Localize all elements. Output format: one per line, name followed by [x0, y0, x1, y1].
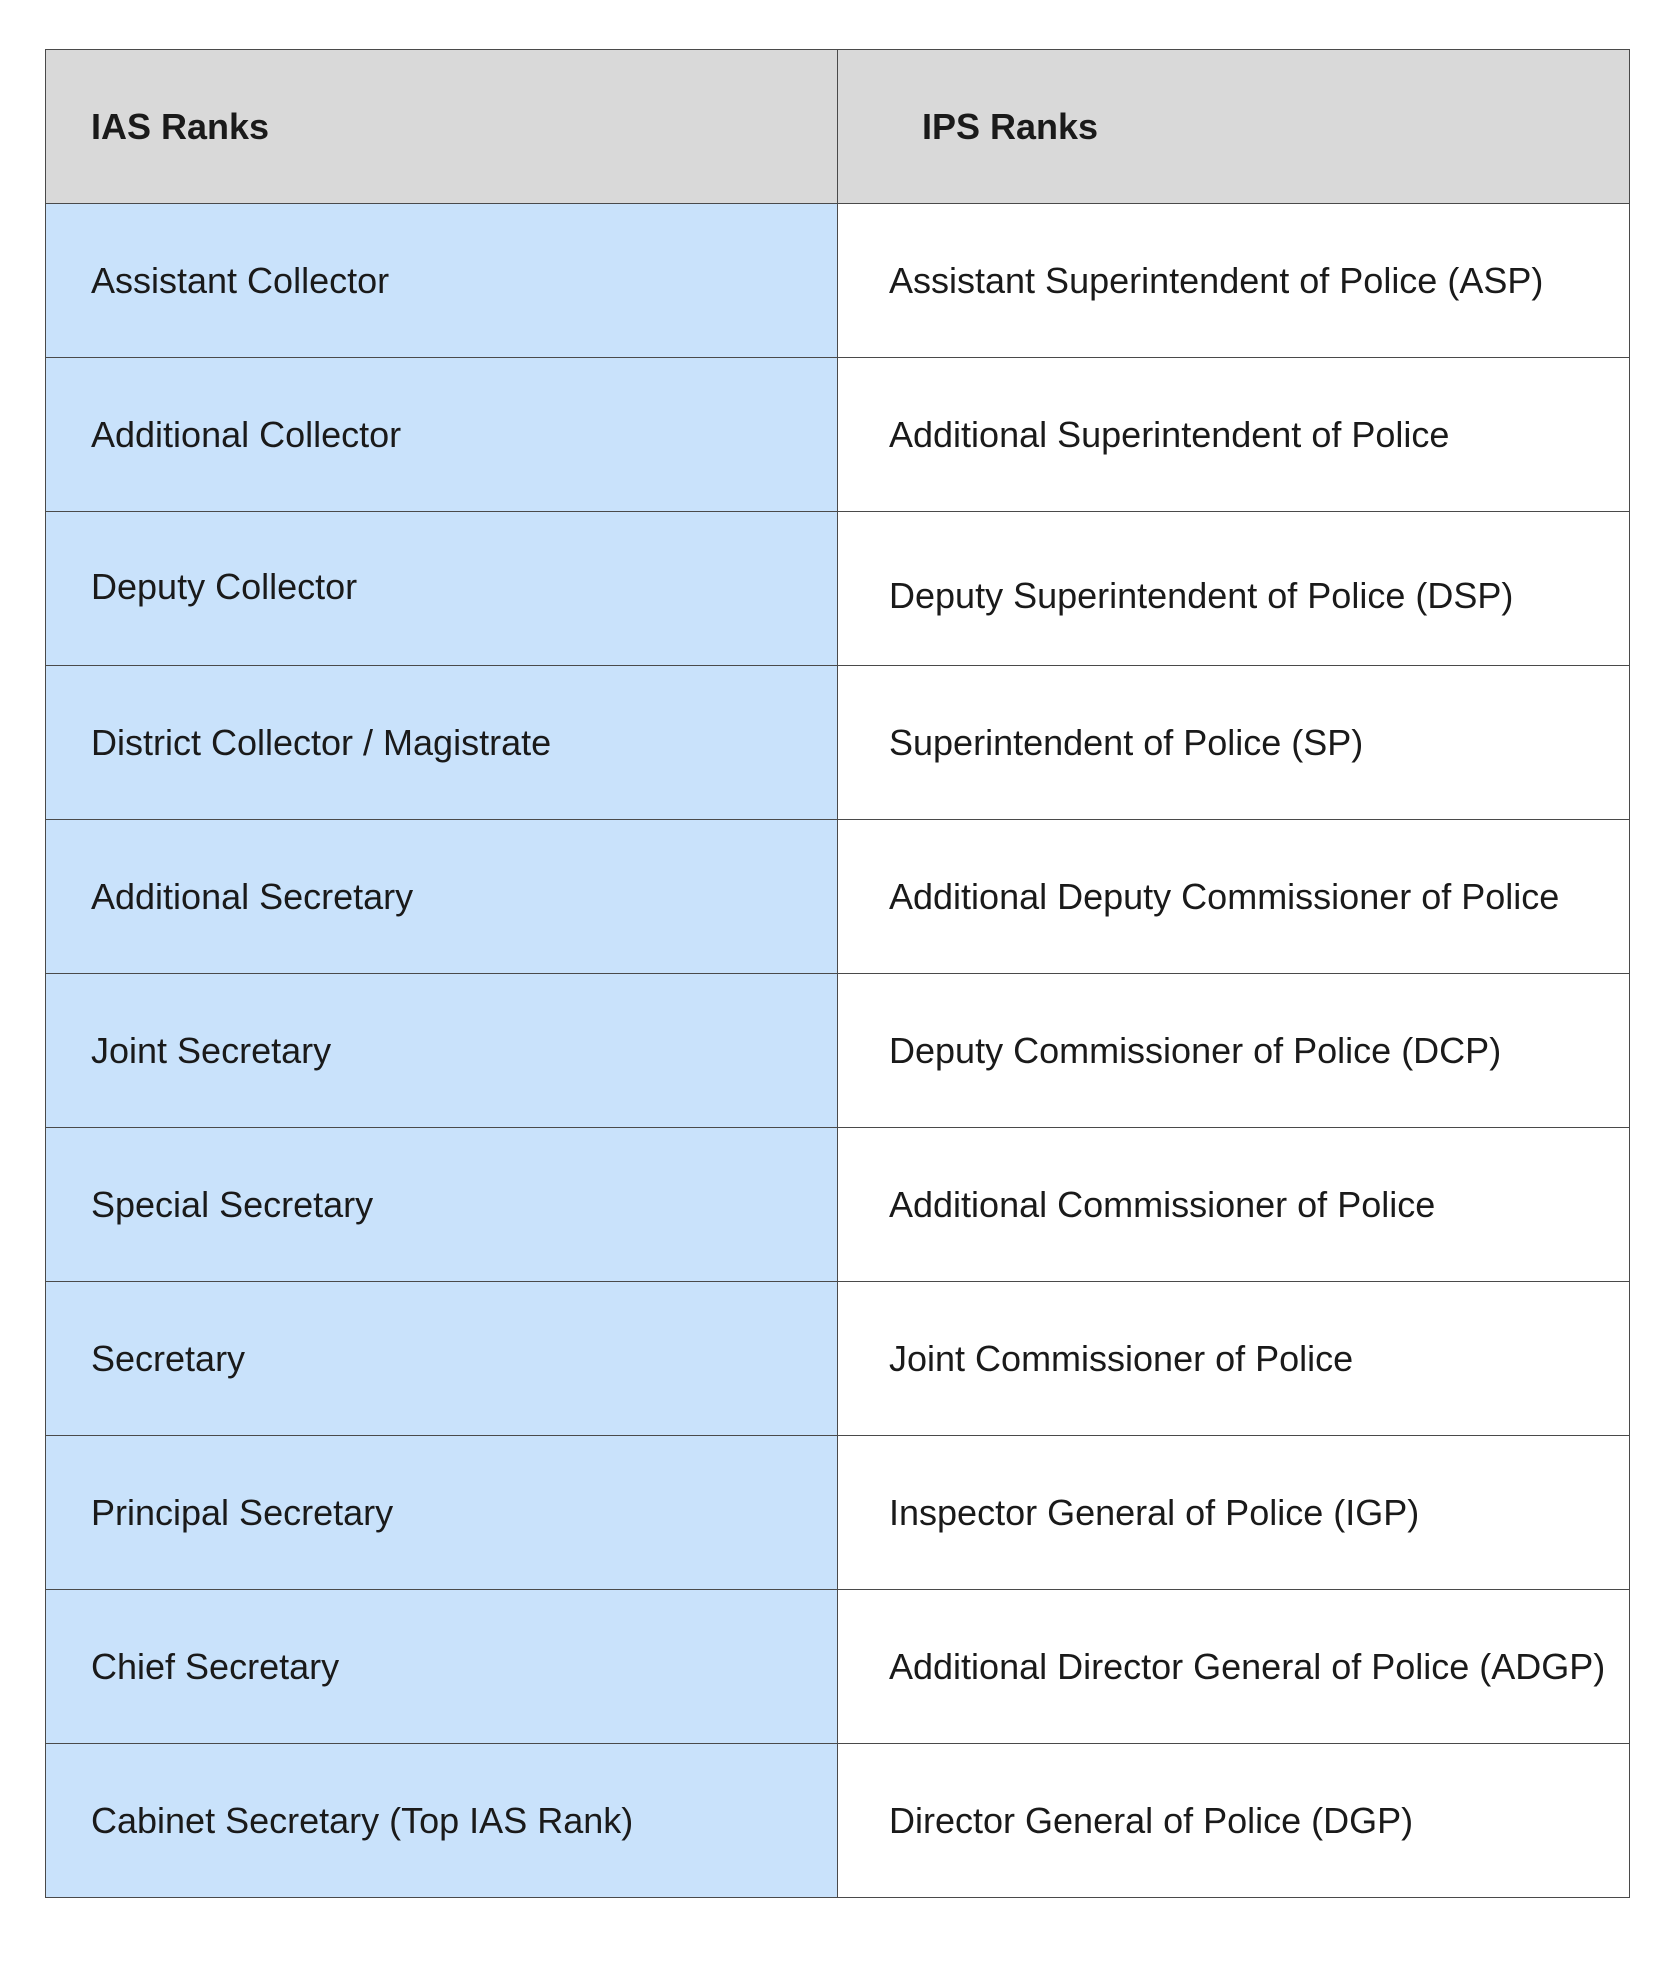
header-ips-ranks: IPS Ranks: [838, 50, 1630, 204]
ias-rank-cell: District Collector / Magistrate: [46, 666, 838, 820]
ias-rank-cell: Principal Secretary: [46, 1436, 838, 1590]
table-row: [46, 1744, 1630, 1898]
header-ias-ranks: IAS Ranks: [46, 50, 838, 204]
table-row: [46, 666, 1630, 820]
ips-rank-cell: Director General of Police (DGP): [838, 1744, 1630, 1898]
ips-rank-cell: Deputy Superintendent of Police (DSP): [838, 512, 1630, 666]
ips-rank-cell: Additional Commissioner of Police: [838, 1128, 1630, 1282]
ias-rank-cell: Special Secretary: [46, 1128, 838, 1282]
table-row: [46, 1128, 1630, 1282]
table-row: [46, 358, 1630, 512]
table-row: [46, 974, 1630, 1128]
ias-rank-cell: Assistant Collector: [46, 204, 838, 358]
ias-rank-cell: Additional Secretary: [46, 820, 838, 974]
ias-rank-cell: Joint Secretary: [46, 974, 838, 1128]
ips-rank-cell: Assistant Superintendent of Police (ASP): [838, 204, 1630, 358]
ips-rank-cell: Additional Superintendent of Police: [838, 358, 1630, 512]
ias-rank-cell: Deputy Collector: [46, 512, 838, 666]
table-row: [46, 512, 1630, 666]
table-row: [46, 1282, 1630, 1436]
header-row: [46, 50, 1630, 204]
ips-rank-cell: Superintendent of Police (SP): [838, 666, 1630, 820]
ips-rank-cell: Additional Director General of Police (ADGP): [838, 1590, 1630, 1744]
table-body: [46, 204, 1630, 1898]
ranks-table: [45, 49, 1630, 1898]
ias-rank-cell: Chief Secretary: [46, 1590, 838, 1744]
ias-rank-cell: Cabinet Secretary (Top IAS Rank): [46, 1744, 838, 1898]
table-row: [46, 204, 1630, 358]
table-row: [46, 820, 1630, 974]
ips-rank-cell: Joint Commissioner of Police: [838, 1282, 1630, 1436]
table-row: [46, 1590, 1630, 1744]
ias-rank-cell: Additional Collector: [46, 358, 838, 512]
table-row: [46, 1436, 1630, 1590]
ias-rank-cell: Secretary: [46, 1282, 838, 1436]
ips-rank-cell: Inspector General of Police (IGP): [838, 1436, 1630, 1590]
ips-rank-cell: Additional Deputy Commissioner of Police: [838, 820, 1630, 974]
ips-rank-cell: Deputy Commissioner of Police (DCP): [838, 974, 1630, 1128]
table-header: [46, 50, 1630, 204]
